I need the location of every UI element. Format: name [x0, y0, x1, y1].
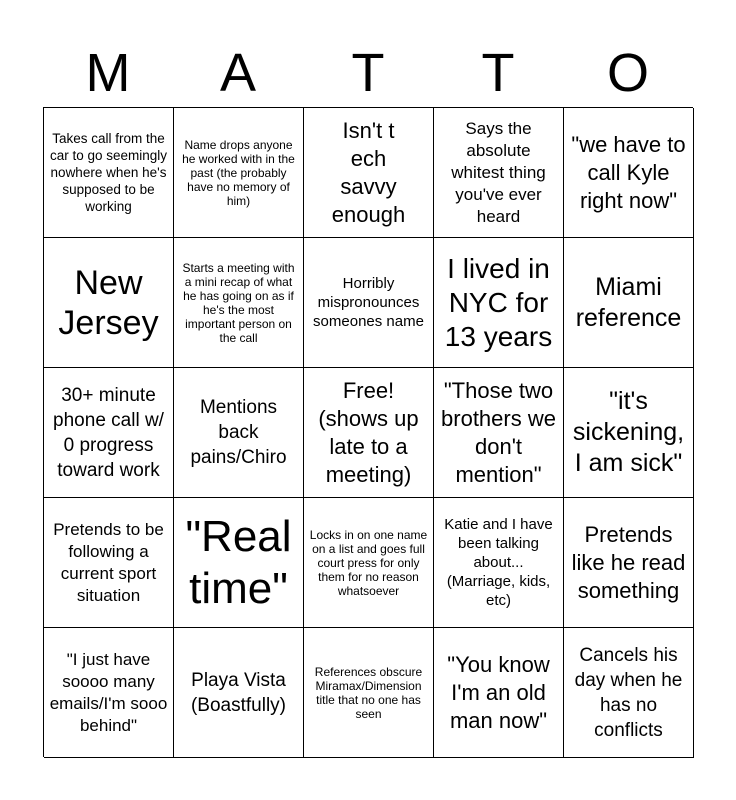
header-letter-o: O [606, 43, 649, 103]
bingo-cell[interactable]: Name drops anyone he worked with in the past (the probably have no memory of him) [174, 108, 304, 238]
bingo-cell[interactable]: Cancels his day when he has no conflicts [564, 628, 694, 758]
bingo-cell[interactable]: Starts a meeting with a mini recap of what he has going on as if he's the most important person on the call [174, 238, 304, 368]
bingo-cell[interactable]: Miami reference [564, 238, 694, 368]
bingo-cell[interactable]: Says the absolute whitest thing you've ever heard [434, 108, 564, 238]
bingo-cell[interactable]: I lived in NYC for 13 years [434, 238, 564, 368]
bingo-cell[interactable]: Locks in on one name on a list and goes full court press for only them for no reason whatsoever [304, 498, 434, 628]
bingo-cell[interactable]: Pretends to be following a current sport situation [44, 498, 174, 628]
header-letter-a: A [219, 43, 257, 103]
bingo-cell[interactable]: Takes call from the car to go seemingly nowhere when he's supposed to be working [44, 108, 174, 238]
bingo-cell[interactable]: Horribly mispronounces someones name [304, 238, 434, 368]
bingo-cell[interactable]: References obscure Miramax/Dimension title that no one has seen [304, 628, 434, 758]
header-letter-t1: T [351, 43, 385, 103]
bingo-cell[interactable]: "it's sickening, I am sick" [564, 368, 694, 498]
bingo-cell[interactable]: Isn't t ech savvy enough [304, 108, 434, 238]
bingo-cell[interactable]: "You know I'm an old man now" [434, 628, 564, 758]
bingo-cell[interactable]: Free! (shows up late to a meeting) [304, 368, 434, 498]
bingo-cell[interactable]: Mentions back pains/Chiro [174, 368, 304, 498]
bingo-cell[interactable]: "we have to call Kyle right now" [564, 108, 694, 238]
header-letter-m: M [85, 43, 131, 103]
bingo-cell[interactable]: Playa Vista (Boastfully) [174, 628, 304, 758]
bingo-cell[interactable]: "Those two brothers we don't mention" [434, 368, 564, 498]
bingo-cell[interactable]: "Real time" [174, 498, 304, 628]
bingo-header [43, 40, 693, 106]
bingo-cell[interactable]: 30+ minute phone call w/ 0 progress toward work [44, 368, 174, 498]
bingo-grid [43, 107, 693, 757]
header-letter-t2: T [481, 43, 515, 103]
bingo-cell[interactable]: Katie and I have been talking about... (Marriage, kids, etc) [434, 498, 564, 628]
bingo-cell[interactable]: Pretends like he read something [564, 498, 694, 628]
bingo-cell[interactable]: "I just have soooo many emails/I'm sooo behind" [44, 628, 174, 758]
bingo-cell[interactable]: New Jersey [44, 238, 174, 368]
